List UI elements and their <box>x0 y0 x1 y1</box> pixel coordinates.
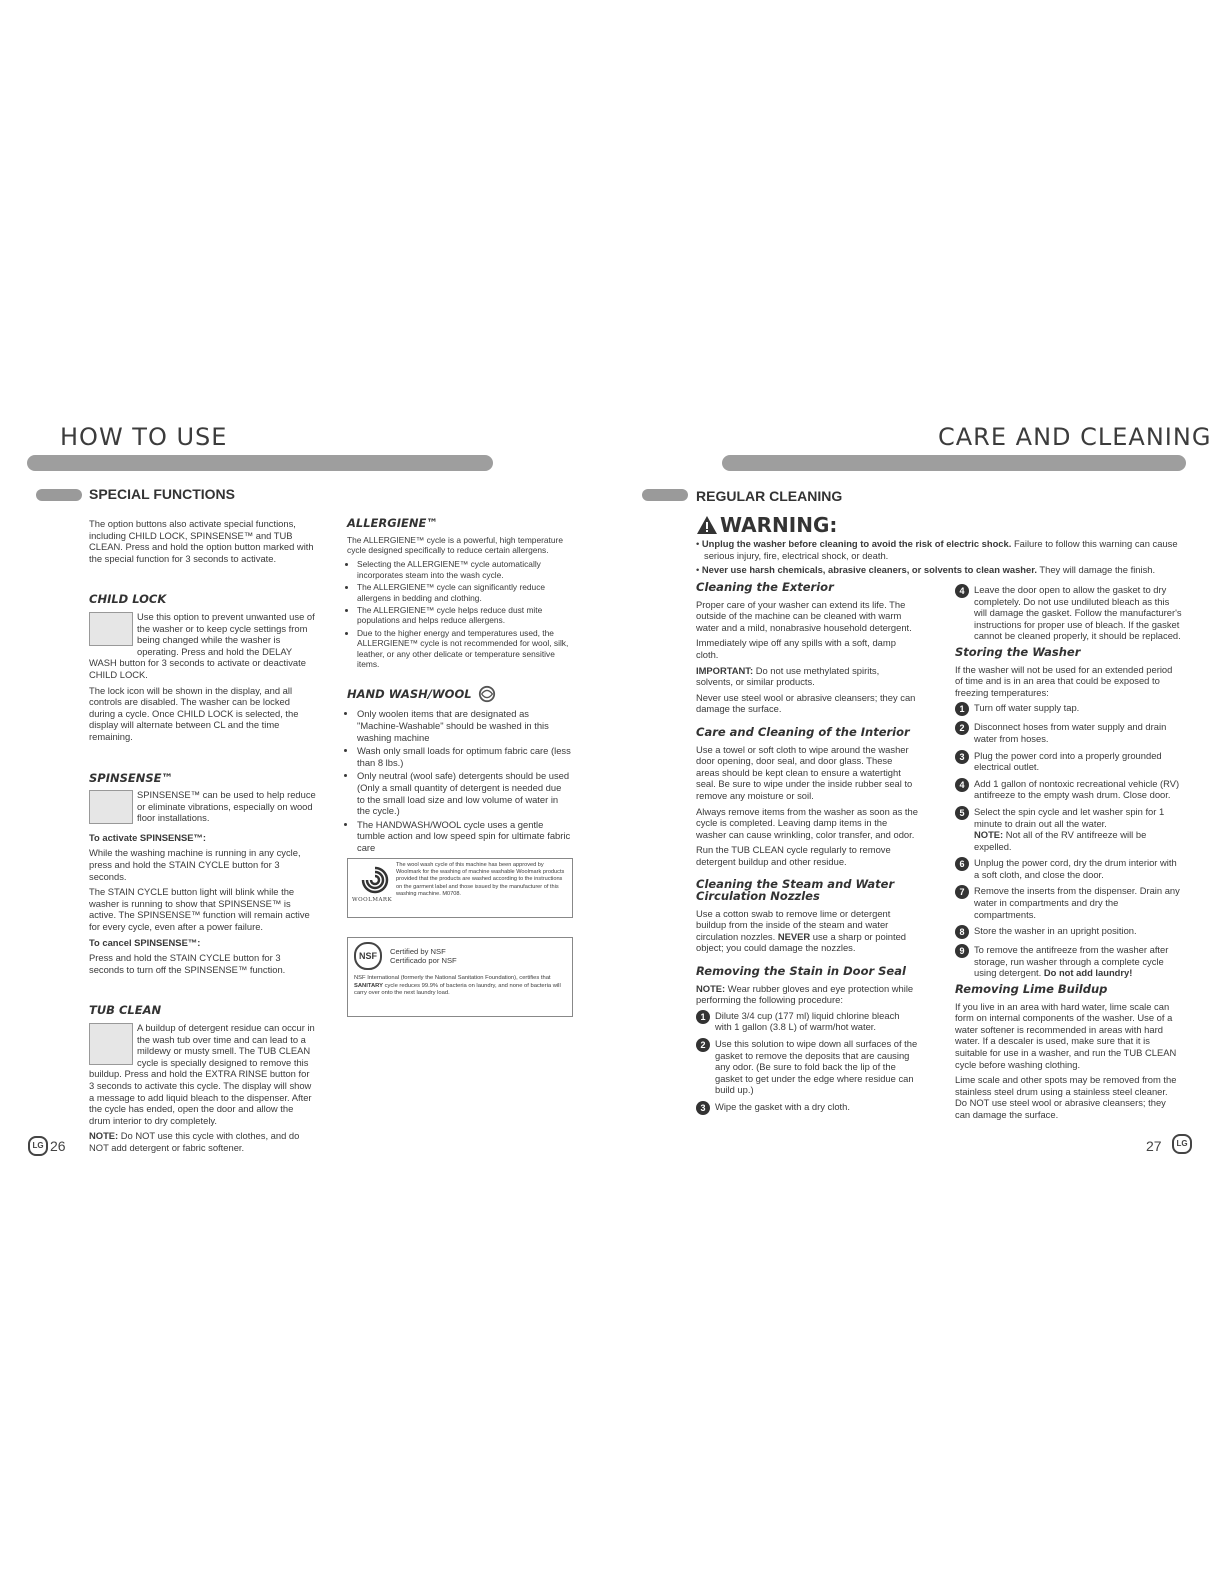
child-lock-text: Use this option to prevent unwanted use of the washer or to keep cycle settings from being changed while the washer is operating. Press and hold the DELAY WASH button for 3 seconds to activate or deactivate CHILD LOCK. <box>89 610 315 680</box>
warning-item: • Unplug the washer before cleaning to avoid the risk of electric shock. Failure to follow this warning can cause serious injury, fire, electrical shock, or death. <box>696 538 1178 561</box>
lg-logo-icon: LG <box>1172 1134 1192 1154</box>
delay-wash-button-icon <box>89 612 133 646</box>
hand-wash-bullet: • The HANDWASH/WOOL cycle uses a gentle tumble action and low speed spin for ultimate fabric care <box>357 819 571 854</box>
allergiene-text: The ALLERGIENE™ cycle is a powerful, high temperature cycle designed specifically to reduce certain allergens. <box>347 534 563 555</box>
extra-rinse-button-icon <box>89 1023 133 1065</box>
allergiene-bullet: • Selecting the ALLERGIENE™ cycle automatically incorporates steam into the wash cycle. <box>357 559 571 580</box>
heading-special-functions: SPECIAL FUNCTIONS <box>89 486 235 502</box>
child-lock-title: CHILD LOCK <box>89 592 167 607</box>
door-seal-note: Wear rubber gloves and eye protection while performing the following procedure: <box>696 982 914 1006</box>
step-text: Turn off water supply tap. <box>974 702 1080 714</box>
spinsense-blink-text: The STAIN CYCLE button light will blink while the washer is running to show that SPINSENSE™ is active. The SPINSENSE™ function will remain active for every cycle, even after a power failure. <box>89 886 310 933</box>
hand-wash-bullet: • Only neutral (wool safe) detergents should be used (Only a small quantity of detergent is needed due to the small load size and low volume of water in the cycle.) <box>357 770 571 816</box>
important-text: Do not use methylated spirits, solvents, or similar products. <box>696 664 880 688</box>
important-label: IMPORTANT: <box>696 664 754 676</box>
nsf-line-1: Certified by NSF <box>390 947 446 956</box>
exterior-title: Cleaning the Exterior <box>696 580 834 594</box>
child-lock-text-2: The lock icon will be shown in the display, and all controls are disabled. The washer can be locked during a cycle. Once CHILD LOCK is selected, the display will alternate between CL and the time remaining. <box>89 684 299 742</box>
allergiene-bullet: • The ALLERGIENE™ cycle can significantly reduce allergens in bedding and clothing. <box>357 582 571 603</box>
door-seal-step <box>696 1038 918 1096</box>
step-number: 1 <box>955 702 969 716</box>
woolmark-logo-text: WOOLMARK <box>352 897 393 903</box>
step-text: Dilute 3/4 cup (177 ml) liquid chlorine bleach with 1 gallon (3.8 L) of warm/hot water. <box>715 1009 900 1033</box>
nozzles-text-a: Use a cotton swab to remove lime or detergent buildup from the inside of the steam and water circulation nozzles. <box>696 907 891 942</box>
nozzles-text-b: use a sharp or pointed object; you could damage the nozzles. <box>696 930 907 954</box>
storing-step <box>955 885 1182 920</box>
heading-pill <box>36 489 82 501</box>
warning-icon <box>696 515 718 535</box>
section-title-how-to-use: HOW TO USE <box>60 423 228 451</box>
storing-step <box>955 778 1182 801</box>
exterior-text-1: Proper care of your washer can extend its life. The outside of the machine can be cleaned with warm water and a mild, nonabrasive household detergent. <box>696 598 912 633</box>
interior-text-3: Run the TUB CLEAN cycle regularly to remove detergent buildup and other residue. <box>696 844 891 867</box>
allergiene-bullet: • The ALLERGIENE™ cycle helps reduce dust mite populations and helps reduce allergens. <box>357 605 571 626</box>
step-text: Unplug the power cord, dry the drum interior with a soft cloth, and close the door. <box>974 857 1177 880</box>
step-text: Use this solution to wipe down all surfaces of the gasket to remove the deposits that are causing any odor. (Be sure to fold back the lip of the gasket to get under the edge where residue can build up.) <box>715 1038 918 1096</box>
page-number-right: 27 <box>1146 1138 1162 1154</box>
door-seal-note-label: NOTE: <box>696 982 726 994</box>
storing-step <box>955 806 1182 852</box>
spinsense-cancel-text: Press and hold the STAIN CYCLE button for 3 seconds to turn off the SPINSENSE™ function. <box>89 952 286 975</box>
nsf-certified <box>390 947 457 966</box>
warning-title: WARNING: <box>720 513 838 537</box>
storing-step <box>955 721 1182 744</box>
woolmark-text: The wool wash cycle of this machine has been approved by Woolmark for the washing of machine washable Woolmark products provided that the products are washed according to the instructions on the garment label and those issued by the manufacturer of this washing machine. M0708. <box>396 862 565 897</box>
nsf-box <box>347 937 573 1017</box>
step-text: Add 1 gallon of nontoxic recreational vehicle (RV) antifreeze to the empty wash drum. Close door. <box>974 777 1180 801</box>
storing-text: If the washer will not be used for an extended period of time and is in an area that could be exposed to freezing temperatures: <box>955 663 1173 698</box>
allergiene-column <box>347 518 571 858</box>
spinsense-cancel-title: To cancel SPINSENSE™: <box>89 936 201 948</box>
warning-item: • Never use harsh chemicals, abrasive cleaners, or solvents to clean washer. They will damage the finish. <box>696 564 1156 576</box>
spinsense-activate-title: To activate SPINSENSE™: <box>89 831 207 843</box>
door-seal-title: Removing the Stain in Door Seal <box>696 964 906 979</box>
door-seal-step <box>696 1010 918 1033</box>
woolmark-logo-icon <box>360 865 390 895</box>
lg-logo-icon: LG <box>28 1136 48 1156</box>
allergiene-bullets <box>347 559 571 669</box>
door-seal-step <box>696 1101 918 1115</box>
step-number: 3 <box>696 1101 710 1115</box>
nozzles-text-bold: NEVER <box>777 930 811 942</box>
storage-column <box>955 584 1182 1125</box>
wool-icon <box>478 685 496 703</box>
step-number: 3 <box>955 750 969 764</box>
warning-text: They will damage the finish. <box>1036 564 1156 576</box>
woolmark-box <box>347 858 573 918</box>
tub-clean-title: TUB CLEAN <box>89 1003 162 1018</box>
lime-text-2: Lime scale and other spots may be removed from the stainless steel drum using a stainless steel cleaner. Do NOT use steel wool or abrasive cleansers; they can damage the surface. <box>955 1074 1177 1120</box>
hand-wash-title: HAND WASH/WOOL <box>347 686 472 701</box>
interior-text-1: Use a towel or soft cloth to wipe around the washer door opening, door seal, and door glass. These areas should be kept clean to ensure a watertight seal. Be sure to wipe under the inside rubber seal to remove any moisture or soil. <box>696 743 913 801</box>
storing-title: Storing the Washer <box>955 644 1081 659</box>
step-number: 9 <box>955 944 969 958</box>
special-functions-column <box>89 518 317 1158</box>
step-text: Leave the door open to allow the gasket to dry completely. Do not use undiluted bleach as this will damage the gasket. Follow the manufacturer's instructions for proper use of bleach. If the gasket cannot be cleaned properly, it should be replaced. <box>974 584 1182 642</box>
stain-cycle-button-icon <box>89 790 133 824</box>
storing-step <box>955 750 1182 773</box>
door-seal-step <box>955 584 1182 642</box>
interior-title: Care and Cleaning of the Interior <box>696 724 910 739</box>
nsf-line-2: Certificado por NSF <box>390 956 457 966</box>
step-number: 2 <box>955 721 969 735</box>
nsf-logo: NSF <box>354 942 382 970</box>
step-number: 8 <box>955 925 969 939</box>
step-text: Remove the inserts from the dispenser. Drain any water in compartments and dry the compartments. <box>974 885 1180 920</box>
section-bar <box>27 455 493 471</box>
step-number: 1 <box>696 1010 710 1024</box>
section-bar <box>722 455 1186 471</box>
heading-regular-cleaning: REGULAR CLEANING <box>696 488 843 504</box>
warning-bold: Unplug the washer before cleaning to avoid the risk of electric shock. <box>701 538 1012 549</box>
warning-text: Failure to follow this warning can cause serious injury, fire, electrical shock, or death. <box>704 538 1178 561</box>
step-note: Not all of the RV antifreeze will be expelled. <box>974 829 1147 852</box>
exterior-text-2: Immediately wipe off any spills with a soft, damp cloth. <box>696 637 896 660</box>
lime-title: Removing Lime Buildup <box>955 982 1108 997</box>
nsf-text-b: cycle reduces 99.9% of bacteria on laundry, and none of bacteria will carry over onto the next laundry load. <box>354 982 561 997</box>
hand-wash-bullets <box>347 708 571 853</box>
storing-step <box>955 857 1182 880</box>
nsf-text <box>354 975 564 998</box>
step-number: 6 <box>955 857 969 871</box>
step-text: Select the spin cycle and let washer spin for 1 minute to drain out all the water. <box>974 805 1165 829</box>
exterior-text-3: Never use steel wool or abrasive cleansers; they can damage the surface. <box>696 691 916 715</box>
step-text: Wipe the gasket with a dry cloth. <box>715 1100 850 1112</box>
spinsense-text: SPINSENSE™ can be used to help reduce or eliminate vibrations, especially on wood floor installations. <box>137 789 316 824</box>
tub-clean-text: A buildup of detergent residue can occur in the wash tub over time and can lead to a mildewy or musty smell. The TUB CLEAN cycle is specially designed to remove this buildup. Press and hold the EXTRA RINSE button for 3 seconds to activate this cycle. The display will show a message to add liquid bleach to the dispenser. After the cycle has ended, open the door and allow the drum interior to dry completely. <box>89 1022 315 1126</box>
warning-bold: Never use harsh chemicals, abrasive cleaners, or solvents to clean washer. <box>701 564 1037 576</box>
intro-text: The option buttons also activate special functions, including CHILD LOCK, SPINSENSE™ and TUB CLEAN. Press and hold the option button marked with the special function for 3 seconds to activate. <box>89 518 314 564</box>
step-number: 7 <box>955 885 969 899</box>
step-number: 4 <box>955 778 969 792</box>
step-number: 5 <box>955 806 969 820</box>
allergiene-bullet: • Due to the higher energy and temperatures used, the ALLERGIENE™ cycle is not recommended for wool, silk, leather, or any other delicate or temperature sensitive items. <box>357 628 571 670</box>
step-bold: Do not add laundry! <box>1041 967 1133 979</box>
cleaning-column <box>696 582 918 1120</box>
step-number: 2 <box>696 1038 710 1052</box>
nozzles-title: Cleaning the Steam and Water Circulation Nozzles <box>696 877 895 904</box>
storing-step <box>955 944 1182 979</box>
lime-text-1: If you live in an area with hard water, lime scale can form on internal components of the washer. Use of a water softener is recommended in areas with hard water. If a descaler is used, make sure that it is suitable for use in a washer, and run the TUB CLEAN cycle before washing clothing. <box>955 1000 1177 1070</box>
interior-text-2: Always remove items from the washer as soon as the cycle is completed. Leaving damp items in the washer can cause wrinkling, color transfer, and odor. <box>696 805 918 840</box>
heading-pill <box>642 489 688 501</box>
section-title-care-and-cleaning: CARE AND CLEANING <box>938 423 1212 451</box>
allergiene-title: ALLERGIENE™ <box>347 516 438 530</box>
nsf-text-a: NSF International (formerly the National Sanitation Foundation), certifies that <box>354 975 551 981</box>
step-text: Plug the power cord into a properly grounded electrical outlet. <box>974 749 1162 773</box>
step-text: To remove the antifreeze from the washer after storage, run washer through a complete cycle using detergent. <box>974 944 1169 979</box>
warning-header <box>696 513 837 537</box>
step-text: Disconnect hoses from water supply and drain water from hoses. <box>974 721 1167 744</box>
hand-wash-bullet: • Wash only small loads for optimum fabric care (less than 8 lbs.) <box>357 745 571 768</box>
nsf-text-bold: SANITARY <box>354 982 383 989</box>
storing-step <box>955 925 1182 939</box>
spinsense-title: SPINSENSE™ <box>89 770 174 785</box>
step-text: Store the washer in an upright position. <box>974 925 1137 937</box>
storing-step <box>955 702 1182 716</box>
tub-clean-note-label: NOTE: <box>89 1130 119 1142</box>
hand-wash-bullet: • Only woolen items that are designated as "Machine-Washable" should be washed in this washing machine <box>357 708 571 743</box>
step-number: 4 <box>955 584 969 598</box>
step-note-label: NOTE: <box>974 829 1004 841</box>
spinsense-activate-text: While the washing machine is running in any cycle, press and hold the STAIN CYCLE button for 3 seconds. <box>89 847 301 882</box>
page-number-left: 26 <box>50 1138 66 1154</box>
tub-clean-note: Do NOT use this cycle with clothes, and do NOT add detergent or fabric softener. <box>89 1130 300 1153</box>
warning-list <box>696 538 1186 576</box>
